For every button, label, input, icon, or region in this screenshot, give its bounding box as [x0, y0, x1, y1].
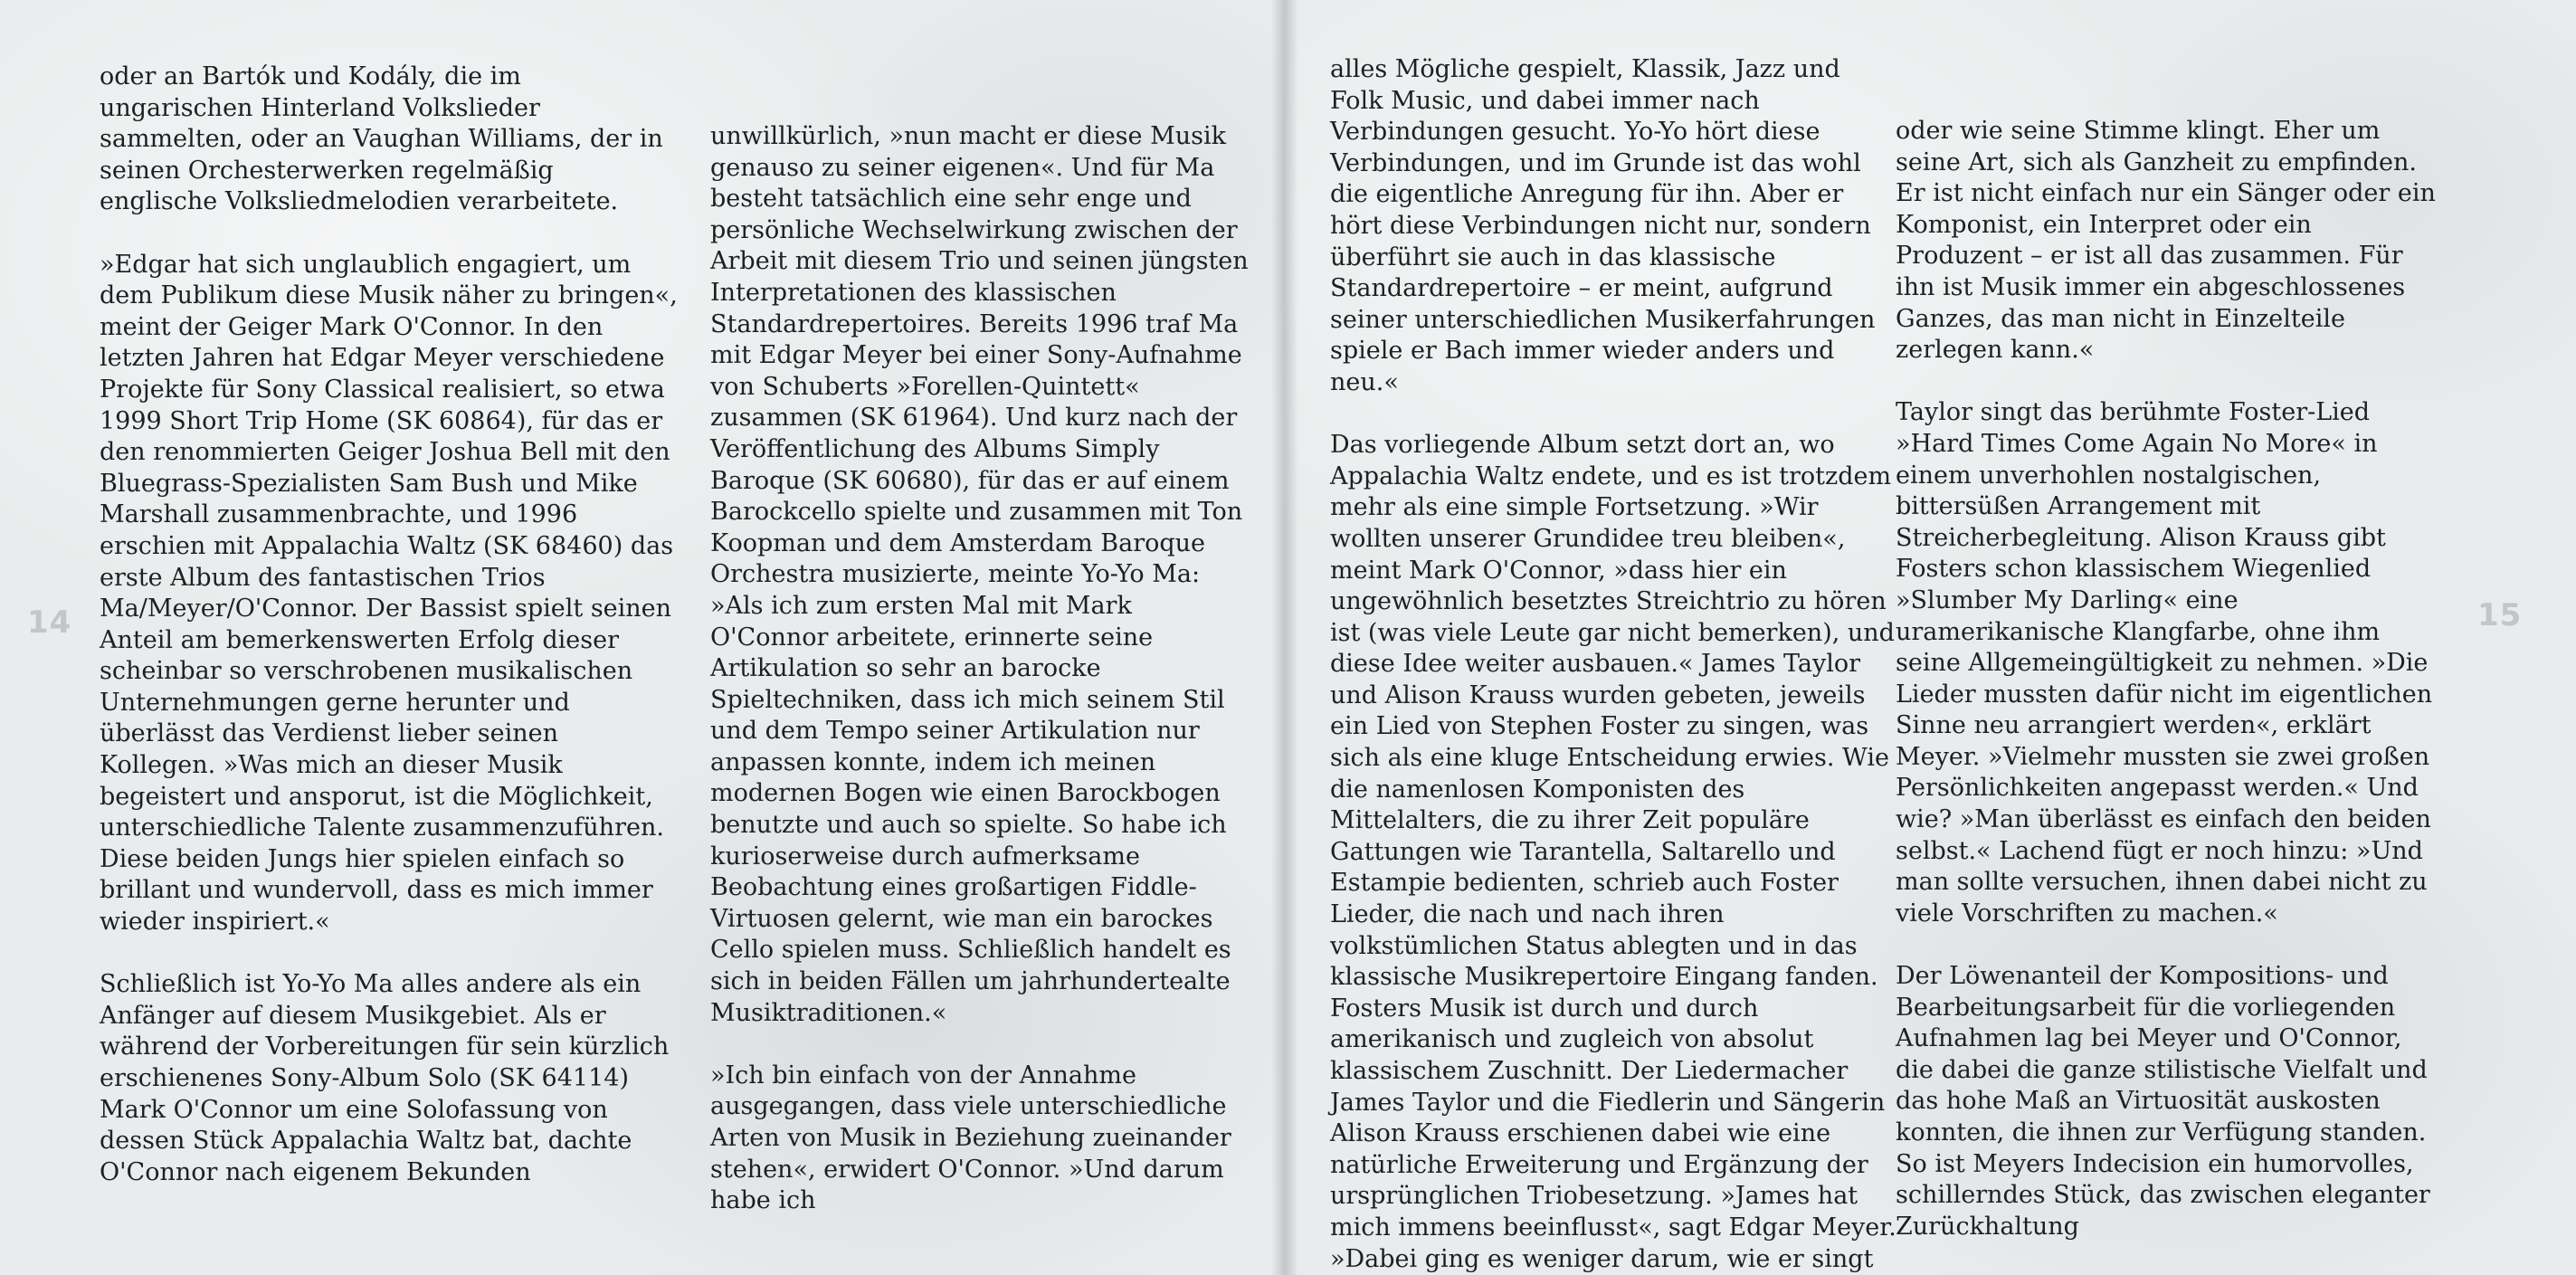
page-number-left: 14: [27, 604, 72, 641]
paragraph: oder wie seine Stimme klingt. Eher um seine Art, sich als Ganzheit zu empfinden. Er ist nicht einfach nur ein Sänger oder ein Komponist, ein Interpret oder ein Produzent – er ist all das zusammen. Für ihn ist Musik immer ein abgeschlossenes Ganzes, das man nicht in Einzelteile zerlegen kann.«: [1896, 117, 2436, 365]
right-page-column-2: [1896, 116, 2438, 1242]
left-page-column-1: [100, 62, 679, 1188]
paragraph: unwillkürlich, »nun macht er diese Musik genauso zu seiner eigenen«. Und für Ma besteht tatsächlich eine sehr enge und persönliche Wechselwirkung zwischen der Arbeit mit diesem Trio und seinen jüngsten Interpretationen des klassischen Standardrepertoires. Bereits 1996 traf Ma mit Edgar Meyer bei einer Sony-Aufnahme von Schuberts »Forellen-Quintett« zusammen (SK 61964). Und kurz nach der Veröffentlichung des Albums Simply Baroque (SK 60680), für das er auf einem Barockcello spielte und zusammen mit Ton Koopman und dem Amsterdam Baroque Orchestra musizierte, meinte Yo-Yo Ma: »Als ich zum ersten Mal mit Mark O'Connor arbeitete, erinnerte seine Artikulation so sehr an barocke Spieltechniken, dass ich mich seinem Stil und dem Tempo seiner Artikulation nur anpassen konnte, indem ich meinen modernen Bogen wie einen Barockbogen benutzte und auch so spielte. So habe ich kurioserweise durch aufmerksame Beobachtung eines großartigen Fiddle-Virtuosen gelernt, wie man ein barockes Cello spielen muss. Schließlich handelt es sich in beiden Fällen um jahrhundertealte Musiktraditionen.«: [710, 122, 1249, 1027]
paragraph: Der Löwenanteil der Kompositions- und Bearbeitungsarbeit für die vorliegenden Aufnahmen lag bei Meyer und O'Connor, die dabei die ganze stilistische Vielfalt und das hohe Maß an Virtuosität auskosten konnten, die ihnen zur Verfügung standen. So ist Meyers Indecision ein humorvolles, schillerndes Stück, das zwischen eleganter Zurückhaltung: [1896, 962, 2430, 1241]
right-page-column-1: [1330, 54, 1900, 1275]
paragraph: alles Mögliche gespielt, Klassik, Jazz und Folk Music, und dabei immer nach Verbindungen gesucht. Yo-Yo hört diese Verbindungen, und im Grunde ist das wohl die eigentliche Anregung für ihn. Aber er hört diese Verbindungen nicht nur, sondern überführt sie auch in das klassische Standardrepertoire – er meint, aufgrund seiner unterschiedlichen Musikerfahrungen spiele er Bach immer wieder anders und neu.«: [1330, 55, 1876, 396]
paragraph: Das vorliegende Album setzt dort an, wo Appalachia Waltz endete, und es ist trotzdem mehr als eine simple Fortsetzung. »Wir wollten unserer Grundidee treu bleiben«, meint Mark O'Connor, »dass hier ein ungewöhnlich besetztes Streichtrio zu hören ist (was viele Leute gar nicht bemerken), und diese Idee weiter ausbauen.« James Taylor und Alison Krauss wurden gebeten, jeweils ein Lied von Stephen Foster zu singen, was sich als eine kluge Entscheidung erwies. Wie die namenlosen Komponisten des Mittelalters, die zu ihrer Zeit populäre Gattungen wie Tarantella, Saltarello und Estampie bedienten, schrieb auch Foster Lieder, die nach und nach ihren volkstümlichen Status ablegten und in das klassische Musikrepertoire Eingang fanden. Fosters Musik ist durch und durch amerikanisch und zugleich von absolut klassischem Zuschnitt. Der Liedermacher James Taylor und die Fiedlerin und Sängerin Alison Krauss erschienen dabei wie eine natürliche Erweiterung und Ergänzung der ursprünglichen Triobesetzung. »James hat mich immens beeinflusst«, sagt Edgar Meyer. »Dabei ging es weniger darum, wie er singt: [1330, 431, 1896, 1273]
paragraph: Taylor singt das berühmte Foster-Lied »Hard Times Come Again No More« in einem unverhohlen nostalgischen, bittersüßen Arrangement mit Streicherbegleitung. Alison Krauss gibt Fosters schon klassischem Wiegenlied »Slumber My Darling« eine uramerikanische Klangfarbe, ohne ihm seine Allgemeingültigkeit zu nehmen. »Die Lieder mussten dafür nicht im eigentlichen Sinne neu arrangiert werden«, erklärt Meyer. »Vielmehr mussten sie zwei großen Persönlichkeiten angepasst werden.« Und wie? »Man überlässt es einfach den beiden selbst.« Lachend fügt er noch hinzu: »Und man sollte versuchen, ihnen dabei nicht zu viele Vorschriften zu machen.«: [1896, 398, 2433, 928]
page-number-right: 15: [2477, 597, 2523, 633]
paragraph: Schließlich ist Yo-Yo Ma alles andere als ein Anfänger auf diesem Musikgebiet. Als er während der Vorbereitungen für sein kürzlich erschienenes Sony-Album Solo (SK 64114) Mark O'Connor um eine Solofassung von dessen Stück Appalachia Waltz bat, dachte O'Connor nach eigenem Bekunden: [100, 970, 670, 1186]
paragraph: »Ich bin einfach von der Annahme ausgegangen, dass viele unterschiedliche Arten von Musik in Beziehung zueinander stehen«, erwidert O'Connor. »Und darum habe ich: [710, 1061, 1231, 1215]
left-page-column-2: [710, 121, 1253, 1217]
booklet-spine: [1271, 0, 1298, 1275]
paragraph: »Edgar hat sich unglaublich engagiert, um dem Publikum diese Musik näher zu bringen«, meint der Geiger Mark O'Connor. In den letzten Jahren hat Edgar Meyer verschiedene Projekte für Sony Classical realisiert, so etwa 1999 Short Trip Home (SK 60864), für das er den renommierten Geiger Joshua Bell mit den Bluegrass-Spezialisten Sam Bush und Mike Marshall zusammenbrachte, und 1996 erschien mit Appalachia Waltz (SK 68460) das erste Album des fantastischen Trios Ma/Meyer/O'Connor. Der Bassist spielt seinen Anteil am bemerkenswerten Erfolg dieser scheinbar so verschrobenen musikalischen Unternehmungen gerne herunter und überlässt das Verdienst lieber seinen Kollegen. »Was mich an dieser Musik begeistert und ansporut, ist die Möglichkeit, unterschiedliche Talente zusammenzuführen. Diese beiden Jungs hier spielen einfach so brillant und wundervoll, dass es mich immer wieder inspiriert.«: [100, 250, 678, 937]
paragraph: oder an Bartók und Kodály, die im ungarischen Hinterland Volkslieder sammelten, oder an Vaughan Williams, der in seinen Orchesterwerken regelmäßig englische Volksliedmelodien verarbeitete.: [100, 62, 663, 216]
left-page: [0, 0, 1285, 1275]
